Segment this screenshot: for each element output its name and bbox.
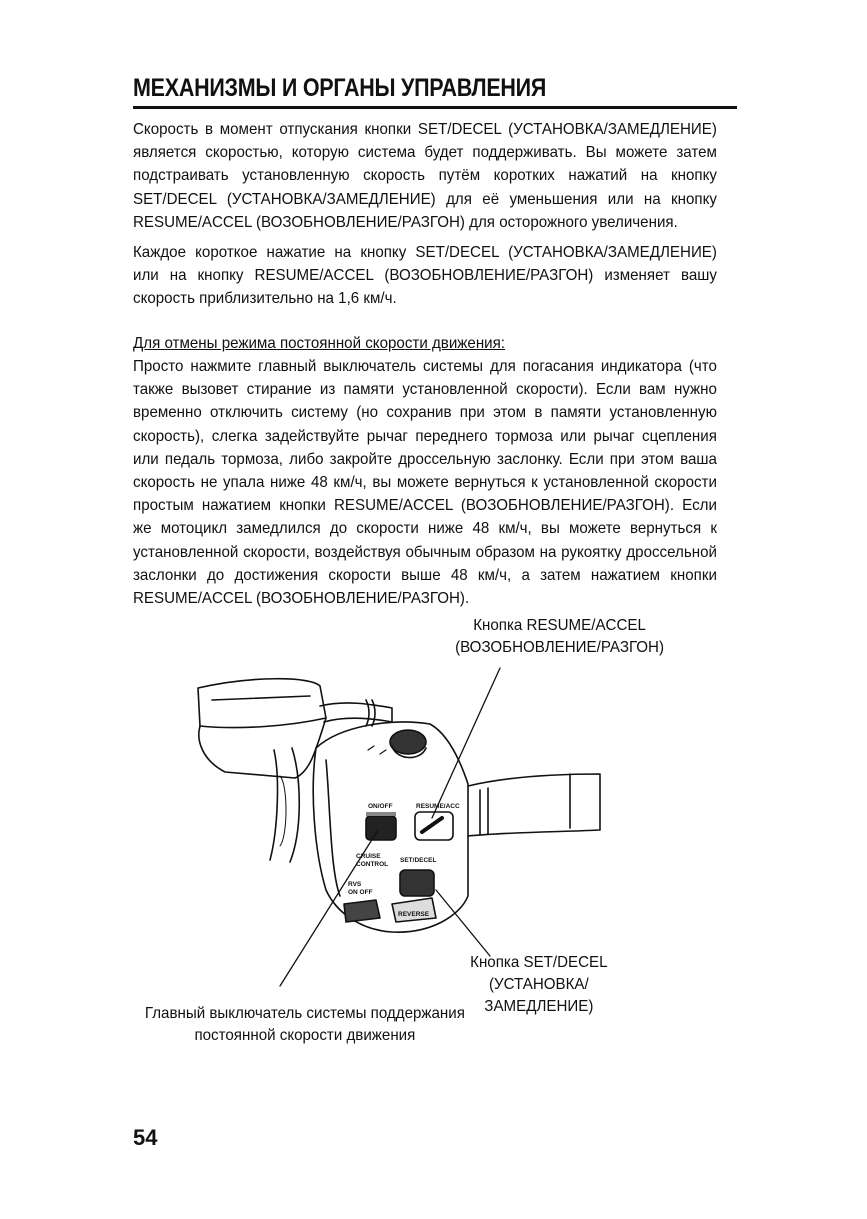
callout-resume-line2: (ВОЗОБНОВЛЕНИЕ/РАЗГОН): [455, 639, 665, 656]
handlebar-left: [270, 750, 277, 860]
label-reverse: REVERSE: [398, 911, 430, 918]
label-rvs: RVS: [348, 881, 362, 888]
cancel-heading: Для отмены режима постоянной скорости движения:: [133, 335, 506, 352]
set-decel-button: [400, 870, 434, 896]
brake-reservoir: [198, 679, 326, 728]
label-resume: RESUME/ACC: [416, 803, 460, 810]
label-control: CONTROL: [356, 861, 389, 868]
callout-main-line2: постоянной скорости движения: [194, 1027, 416, 1044]
label-set-decel: SET/DECEL: [400, 857, 437, 864]
title-underline: [133, 106, 737, 109]
page-number: 54: [133, 1125, 158, 1150]
paragraph-short-press: Каждое короткое нажатие на кнопку SET/DECEL (УСТАНОВКА/ЗАМЕДЛЕНИЕ) или на кнопку RESUME/ACCEL (ВОЗОБНОВЛЕНИЕ/РАЗГОН) изменяет вашу скорость приблизительно на 1,6 км/ч.: [133, 244, 717, 308]
leader-resume: [432, 668, 500, 818]
mirror-stalk: [320, 703, 392, 722]
rvs-button: [344, 900, 380, 922]
page-title: МЕХАНИЗМЫ И ОРГАНЫ УПРАВЛЕНИЯ: [133, 74, 547, 102]
reverse-button: [392, 898, 436, 922]
leader-set: [436, 890, 490, 956]
paragraph-cancel: Просто нажмите главный выключатель системы для погасания индикатора (что также вызовет стирание из памяти установленной скорости). Если вам нужно временно отключить систему (но сохранив при этом в памяти установленную скорость), слегка задействуйте рычаг переднего тормоза или рычаг сцепления или педаль тормоза, либо закройте дроссельную заслонку. Если при этом ваша скорость не упала ниже 48 км/ч, вы можете вернуться к установленной скорости простым нажатием кнопки RESUME/ACCEL (ВОЗОБНОВЛЕНИЕ/РАЗГОН). Если же мотоцикл замедлился до скорости ниже 48 км/ч, вы можете вернуться к установленной скорости, воздействуя обычным образом на рукоятку дроссельной заслонки до достижения скорости выше 48 км/ч, а затем нажатием кнопки RESUME/ACCEL (ВОЗОБНОВЛЕНИЕ/РАЗГОН).: [133, 358, 717, 608]
label-rvs-onoff: ON OFF: [348, 889, 373, 896]
label-cruise: CRUISE: [356, 853, 381, 860]
cruise-knob: [390, 730, 426, 754]
callout-set-line1: Кнопка SET/DECEL: [470, 954, 608, 971]
callout-set-line2: (УСТАНОВКА/ЗАМЕДЛЕНИЕ): [484, 976, 594, 1015]
callout-main-switch: [140, 1003, 470, 1047]
label-on-off: ON/OFF: [368, 803, 393, 810]
paragraph-set-speed: Скорость в момент отпускания кнопки SET/DECEL (УСТАНОВКА/ЗАМЕДЛЕНИЕ) является скоростью, которую система будет поддерживать. Вы можете затем подстраивать установленную скорость путём коротких нажатий на кнопку SET/DECEL (УСТАНОВКА/ЗАМЕДЛЕНИЕ) для её уменьшения или на кнопку RESUME/ACCEL (ВОЗОБНОВЛЕНИЕ/РАЗГОН) для осторожного увеличения.: [133, 121, 717, 231]
callout-main-line1: Главный выключатель системы поддержания: [144, 1005, 465, 1022]
cruise-main-switch: [366, 816, 396, 840]
callout-resume-line1: Кнопка RESUME/ACCEL: [473, 617, 646, 634]
